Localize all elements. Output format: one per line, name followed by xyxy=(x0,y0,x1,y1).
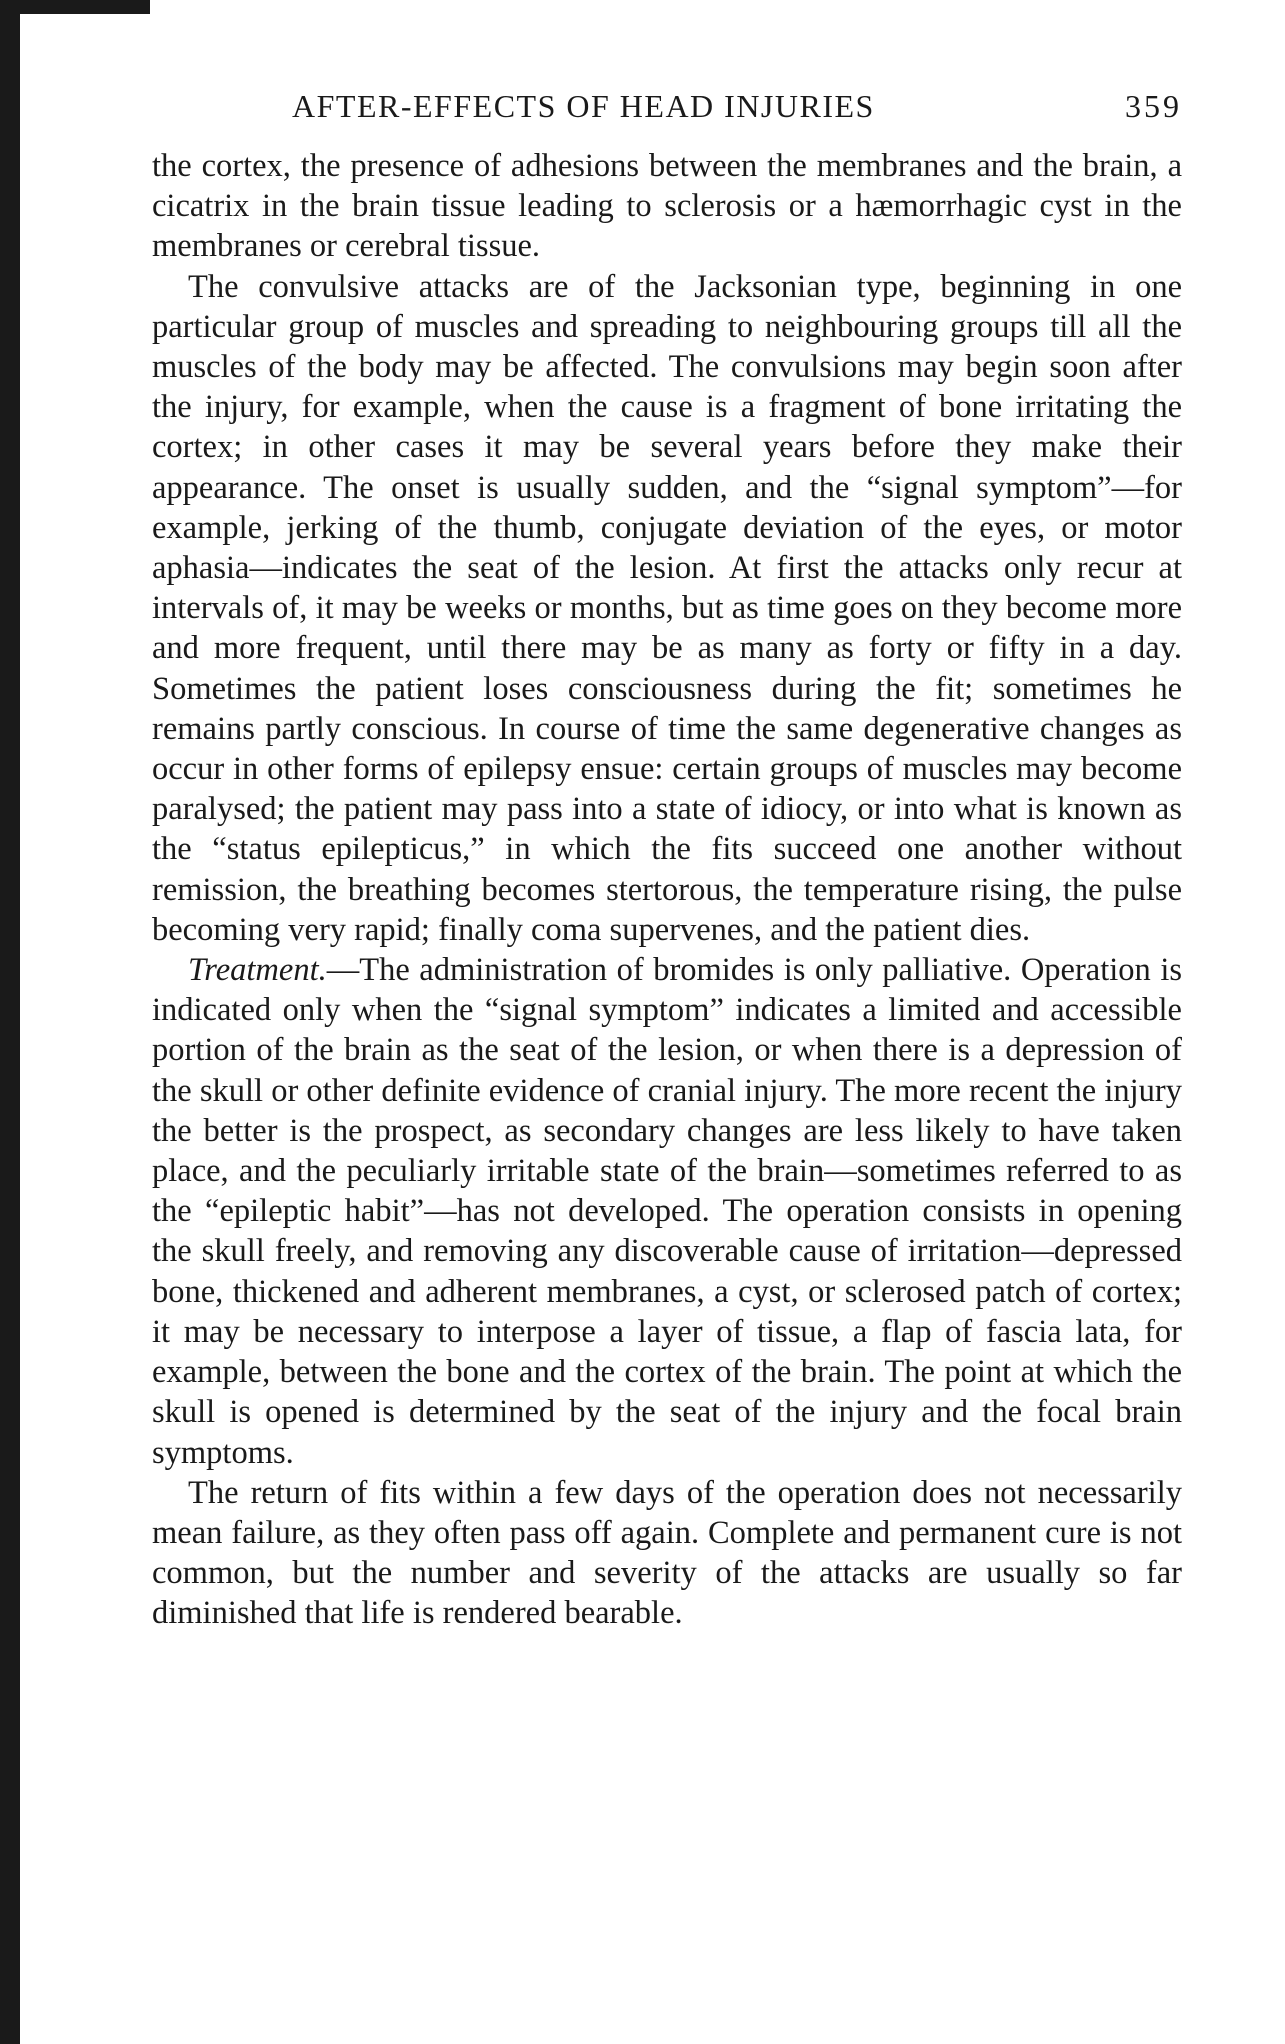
paragraph-text: the cortex, the presence of adhesions between the membranes and the brain, a cicatrix in the brain tissue leading to sclerosis or a hæmorrhagic cyst in the membranes or cerebral tissue. xyxy=(152,148,1182,265)
paragraph-text: The return of fits within a few days of the operation does not necessarily mean failure, as they often pass off again. Complete and permanent cure is not common, but the number and severity of the attacks are usually so far diminished that life is rendered bearable. xyxy=(152,1474,1182,1632)
paragraph-treatment xyxy=(152,950,1182,1473)
book-binding-edge xyxy=(0,0,20,2044)
paragraph-text: The convulsive attacks are of the Jacksonian type, beginning in one particular group of muscles and spreading to neighbouring groups till all the muscles of the body may be affected. The convulsions may begin soon after the injury, for example, when the cause is a fragment of bone irritating the cortex; in other cases it may be several years before they make their appearance. The onset is usually sudden, and the “signal symptom”—for example, jerking of the thumb, conjugate deviation of the eyes, or motor aphasia—indicates the seat of the lesion. At first the attacks only recur at intervals of, it may be weeks or months, but as time goes on they become more and more frequent, until there may be as many as forty or fifty in a day. Sometimes the patient loses consciousness during the fit; sometimes he remains partly conscious. In course of time the same degenerative changes as occur in other forms of epilepsy ensue: certain groups of muscles may become paralysed; the patient may pass into a state of idiocy, or into what is known as the “status epilepticus,” in which the fits succeed one another without remission, the breathing becomes stertorous, the temperature rising, the pulse becoming very rapid; finally coma supervenes, and the patient dies. xyxy=(152,268,1182,948)
paragraph-continued xyxy=(152,146,1182,267)
page-number: 359 xyxy=(1125,88,1182,124)
paragraph-convulsive-attacks xyxy=(152,267,1182,950)
paragraph-return-of-fits xyxy=(152,1473,1182,1634)
book-page xyxy=(152,88,1182,1634)
paragraph-text: —The administration of bromides is only palliative. Operation is indicated only when the “signal symptom” indicates a limited and accessible portion of the brain as the seat of the lesion, or when there is a depression of the skull or other definite evidence of cranial injury. The more recent the injury the better is the prospect, as secondary changes are less likely to have taken place, and the peculiarly irritable state of the brain—sometimes referred to as the “epileptic habit”—has not developed. The operation consists in opening the skull freely, and removing any discoverable cause of irritation—depressed bone, thickened and adherent membranes, a cyst, or sclerosed patch of cortex; it may be necessary to interpose a layer of tissue, a flap of fascia lata, for example, between the bone and the cortex of the brain. The point at which the skull is opened is determined by the seat of the injury and the focal brain symptoms. xyxy=(152,952,1182,1471)
treatment-heading: Treatment. xyxy=(188,952,327,989)
running-head xyxy=(152,88,1182,138)
body-text xyxy=(152,146,1182,1634)
running-head-title: AFTER-EFFECTS OF HEAD INJURIES xyxy=(292,88,875,124)
